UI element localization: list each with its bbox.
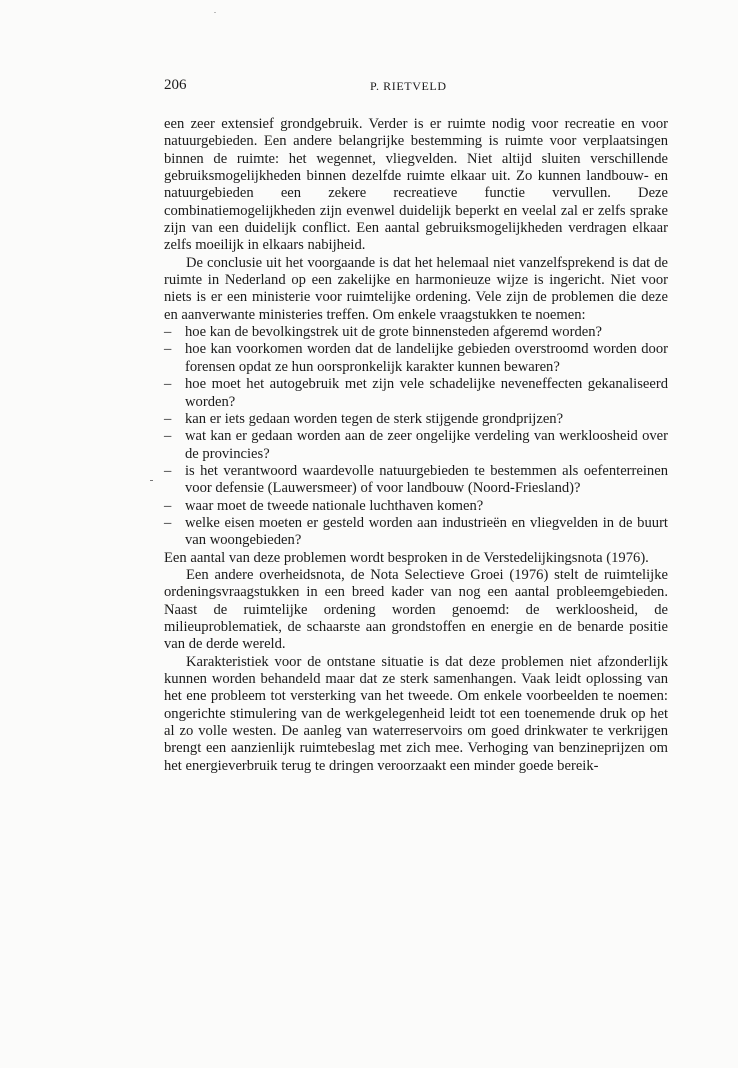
bullet-dash: – <box>164 497 172 514</box>
bullet-dash: – <box>164 428 172 445</box>
body-text <box>164 116 668 775</box>
bullet-dash: – <box>164 462 172 479</box>
list-item-text: hoe kan de bevolkingstrek uit de grote binnensteden afgeremd worden? <box>185 324 602 341</box>
paragraph: Een aantal van deze problemen wordt besproken in de Verstedelijkingsnota (1976). <box>164 549 649 566</box>
paragraph: De conclusie uit het voorgaande is dat het helemaal niet vanzelfsprekend is dat de ruimte in Nederland op een zakelijke en harmonieuze wijze is ingericht. Niet voor niets is er een ministerie voor ruimtelijke ordening. Vele zijn de problemen die deze en aanverwante ministeries treffen. Om enkele vraagstukken te noemen: <box>164 254 668 323</box>
list-item <box>164 515 668 550</box>
list-item <box>164 463 668 498</box>
list-item-text: wat kan er gedaan worden aan de zeer ongelijke verdeling van werkloosheid over de provincies? <box>185 428 668 462</box>
list-item-text: kan er iets gedaan worden tegen de sterk stijgende grondprijzen? <box>185 410 564 427</box>
bullet-dash: – <box>164 410 172 427</box>
running-head: P. RIETVELD <box>370 79 447 93</box>
paragraph: Karakteristiek voor de ontstane situatie is dat deze problemen niet afzonderlijk kunnen worden behandeld maar dat ze sterk samenhangen. Vaak leidt oplossing van het ene probleem tot versterking van het tweede. Om enkele voorbeelden te noemen: ongerichte stimulering van de werkgelegenheid leidt tot een toenemende druk op het al zo volle westen. De aanleg van waterreservoirs om goed drinkwater te verkrijgen brengt een aanzienlijk ruimtebeslag met zich mee. Verhoging van benzineprijzen om het energieverbruik terug te dringen veroorzaakt een minder goede bereik- <box>164 653 668 774</box>
question-list <box>164 324 668 549</box>
list-item <box>164 341 668 376</box>
list-item <box>164 376 668 411</box>
bullet-dash: – <box>164 341 172 358</box>
list-item <box>164 498 668 515</box>
bullet-dash: – <box>164 324 172 341</box>
list-item-text: is het verantwoord waardevolle natuurgebieden te bestemmen als oefenterreinen voor defensie (Lauwersmeer) of voor landbouw (Noord-Friesland)? <box>185 462 668 497</box>
margin-mark <box>150 480 153 481</box>
list-item <box>164 411 668 428</box>
list-item-text: welke eisen moeten er gesteld worden aan industrieën en vliegvelden in de buurt van woongebieden? <box>185 514 668 549</box>
list-item-text: waar moet de tweede nationale luchthaven komen? <box>185 497 484 514</box>
paragraph: een zeer extensief grondgebruik. Verder is er ruimte nodig voor recreatie en voor natuurgebieden. Een andere belangrijke bestemming is ruimte voor verplaatsingen binnen de ruimte: het wegennet, vliegvelden. Niet altijd sluiten verschillende gebruiksmogelijkheden binnen dezelfde ruimte elkaar uit. Zo kunnen landbouw- en natuurgebieden een zekere recreatieve functie vervullen. Deze combinatiemogelijkheden zijn evenwel duidelijk beperkt en veelal zal er zelfs sprake zijn van een duidelijk conflict. Een aantal gebruiksmogelijkheden verdragen elkaar zelfs moeilijk in elkaars nabijheid. <box>164 116 668 254</box>
page-number: 206 <box>164 77 187 93</box>
bullet-dash: – <box>164 376 172 393</box>
paragraph: Een andere overheidsnota, de Nota Selectieve Groei (1976) stelt de ruimtelijke ordeningsvraagstukken in een breed kader van nog een aantal probleemgebieden. Naast de ruimtelijke ordening worden genoemd: de werkloosheid, de milieuproblematiek, de schaarste aan grondstoffen en energie en de benarde positie van de derde wereld. <box>164 566 668 653</box>
list-item <box>164 428 668 463</box>
list-item-text: hoe kan voorkomen worden dat de landelijke gebieden overstroomd worden door forensen opdat ze hun oorspronkelijk karakter kunnen bewaren? <box>185 341 668 375</box>
bullet-dash: – <box>164 514 172 531</box>
list-item <box>164 324 668 341</box>
list-item-text: hoe moet het autogebruik met zijn vele schadelijke neveneffecten gekanaliseerd worden? <box>185 376 668 410</box>
scan-speck <box>214 12 216 13</box>
